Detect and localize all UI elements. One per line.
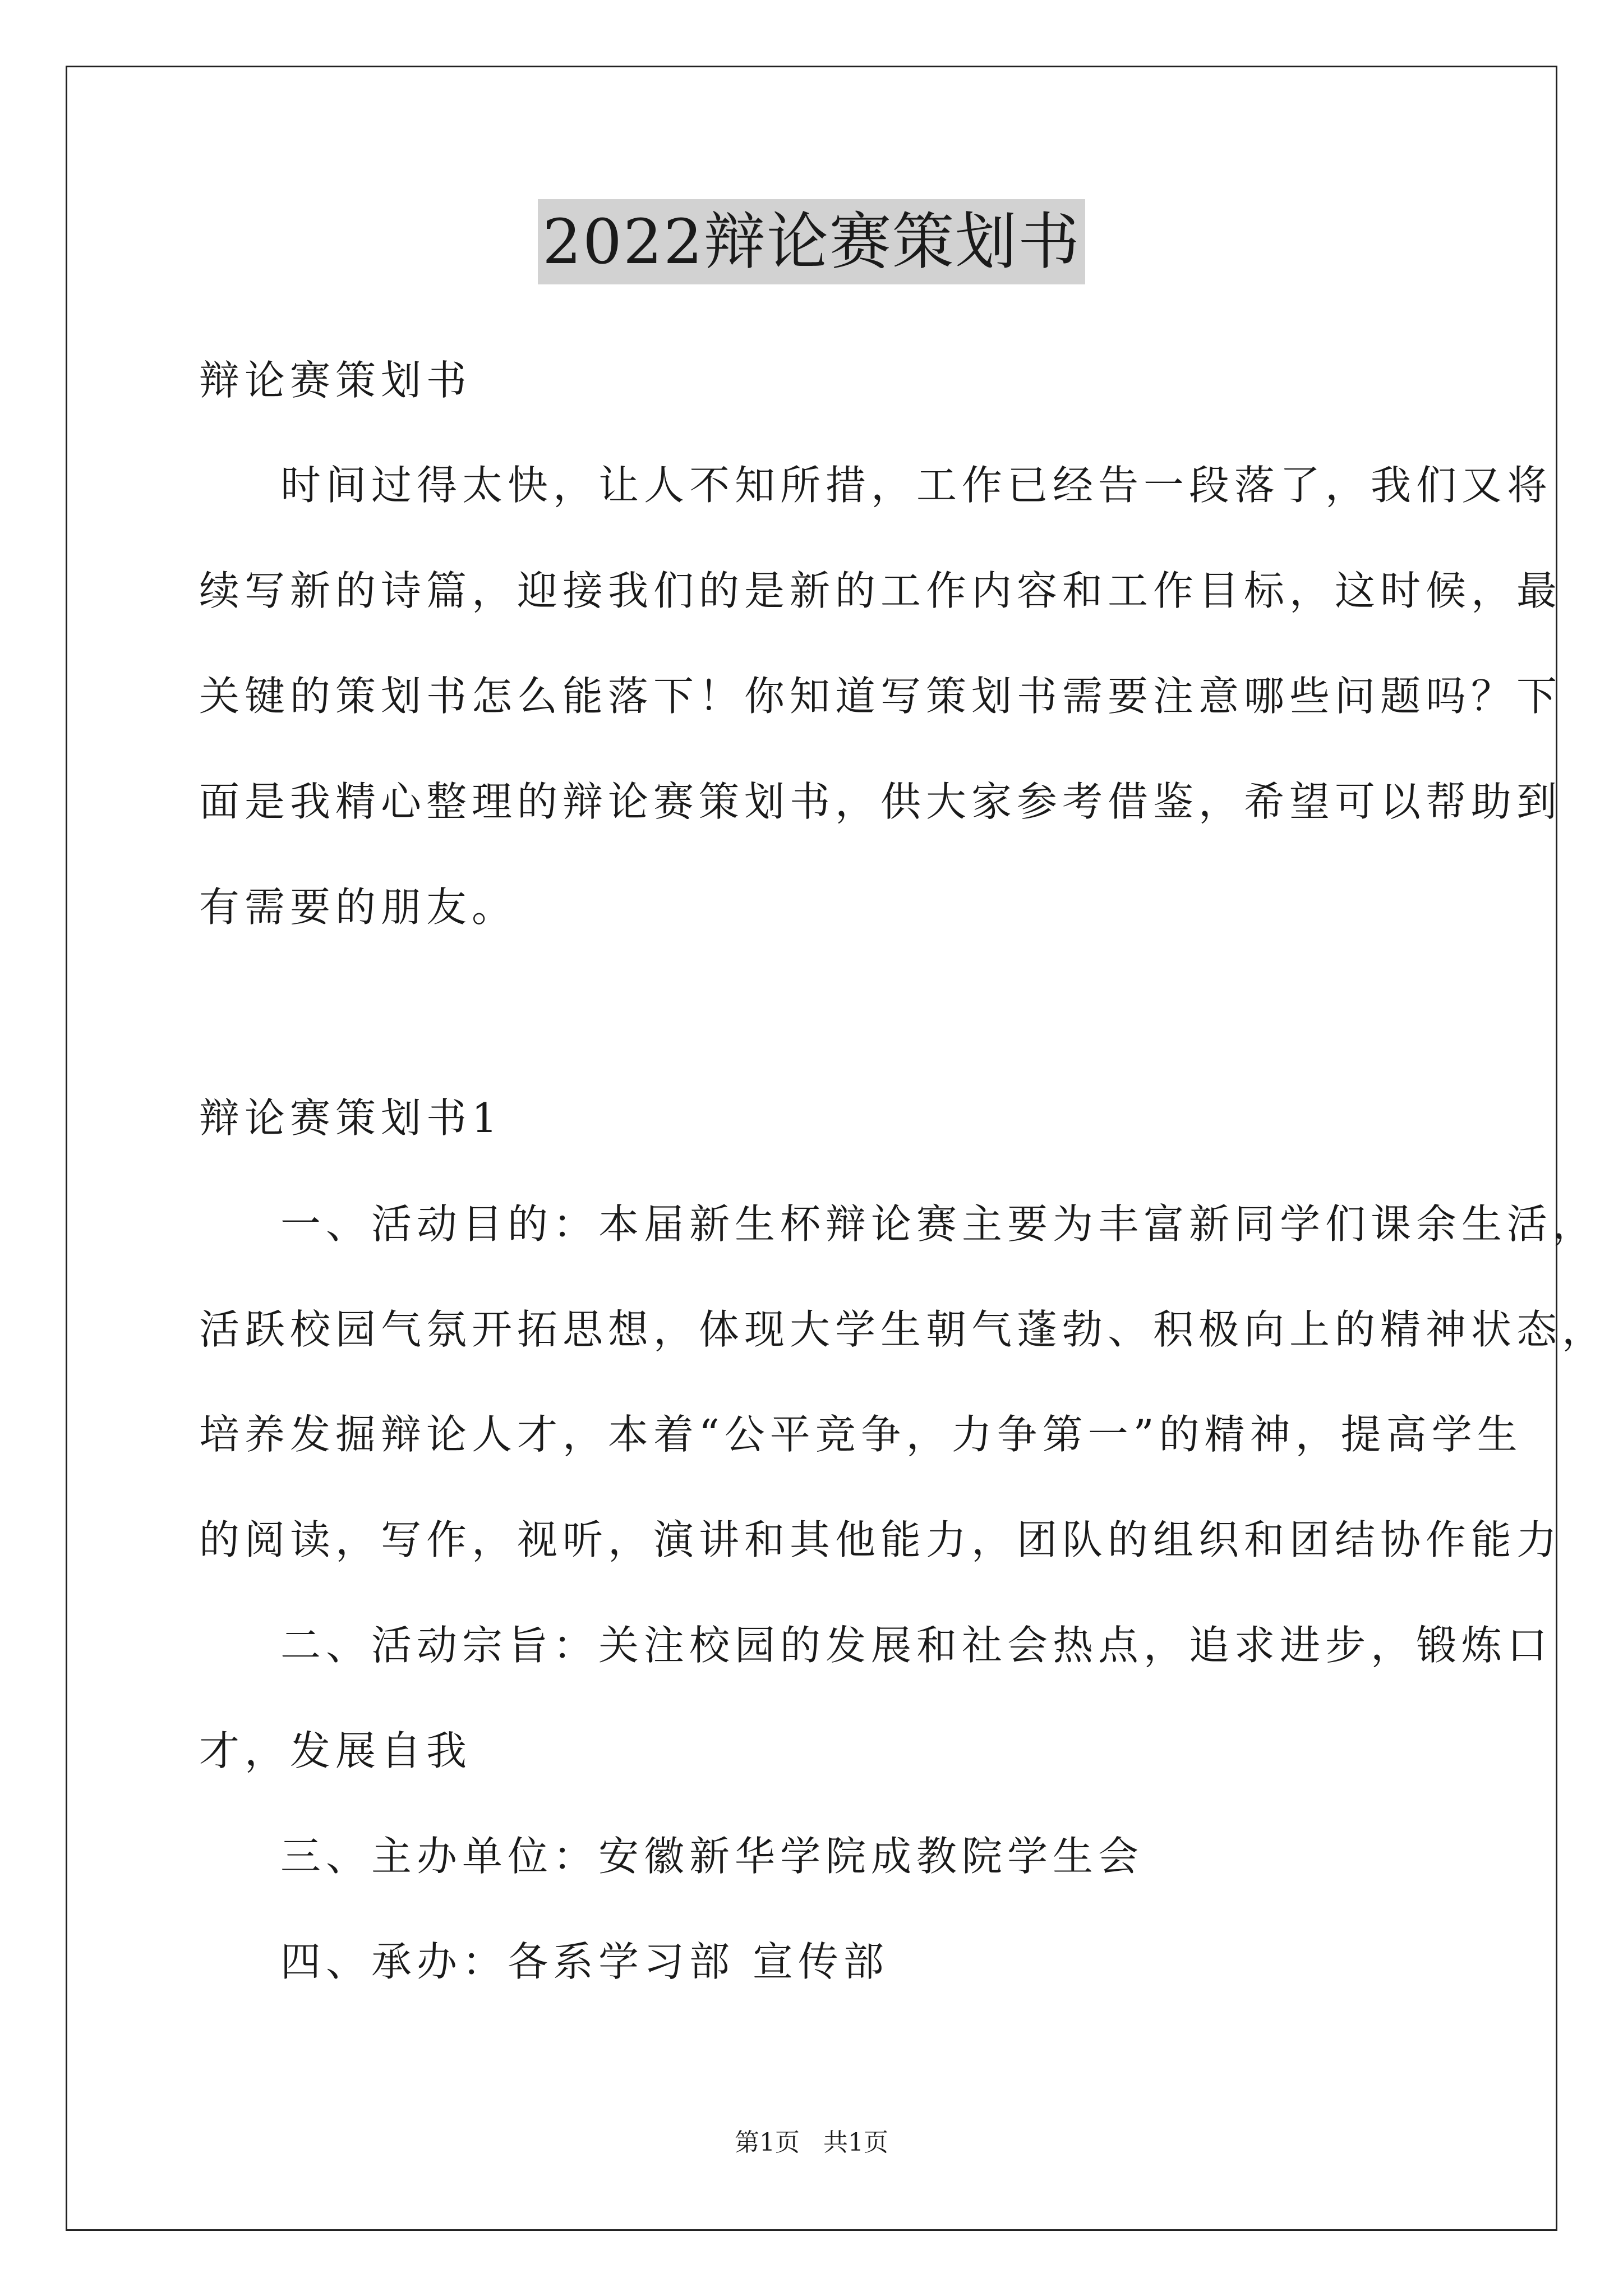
paragraph-line: 四、承办：各系学习部 宣传部 [280, 1938, 889, 1985]
document-title: 2022辩论赛策划书 [538, 199, 1085, 284]
title-container [0, 199, 1623, 284]
paragraph-line: 的阅读，写作，视听，演讲和其他能力，团队的组织和团结协作能力 [199, 1516, 1562, 1563]
paragraph-line: 一、活动目的：本届新生杯辩论赛主要为丰富新同学们课余生活， [280, 1200, 1598, 1248]
section-heading: 辩论赛策划书 [199, 357, 472, 404]
section-heading: 辩论赛策划书1 [199, 1094, 502, 1142]
paragraph-line: 培养发掘辩论人才，本着“公平竞争，力争第一”的精神，提高学生 [199, 1411, 1523, 1458]
paragraph-line: 续写新的诗篇，迎接我们的是新的工作内容和工作目标，这时候，最 [199, 567, 1562, 614]
paragraph-line: 有需要的朋友。 [199, 884, 518, 931]
paragraph-line: 才，发展自我 [199, 1727, 472, 1774]
paragraph-line: 面是我精心整理的辩论赛策划书，供大家参考借鉴，希望可以帮助到 [199, 778, 1562, 825]
paragraph-line: 关键的策划书怎么能落下！你知道写策划书需要注意哪些问题吗？下 [199, 673, 1562, 720]
paragraph-line: 三、主办单位：安徽新华学院成教院学生会 [280, 1833, 1144, 1880]
paragraph-line: 时间过得太快，让人不知所措，工作已经告一段落了，我们又将 [280, 462, 1553, 509]
paragraph-line: 二、活动宗旨：关注校园的发展和社会热点，追求进步，锻炼口 [280, 1622, 1553, 1669]
paragraph-line: 活跃校园气氛开拓思想，体现大学生朝气蓬勃、积极向上的精神状态， [199, 1306, 1608, 1353]
page-number-footer: 第1页 共1页 [735, 2128, 888, 2157]
